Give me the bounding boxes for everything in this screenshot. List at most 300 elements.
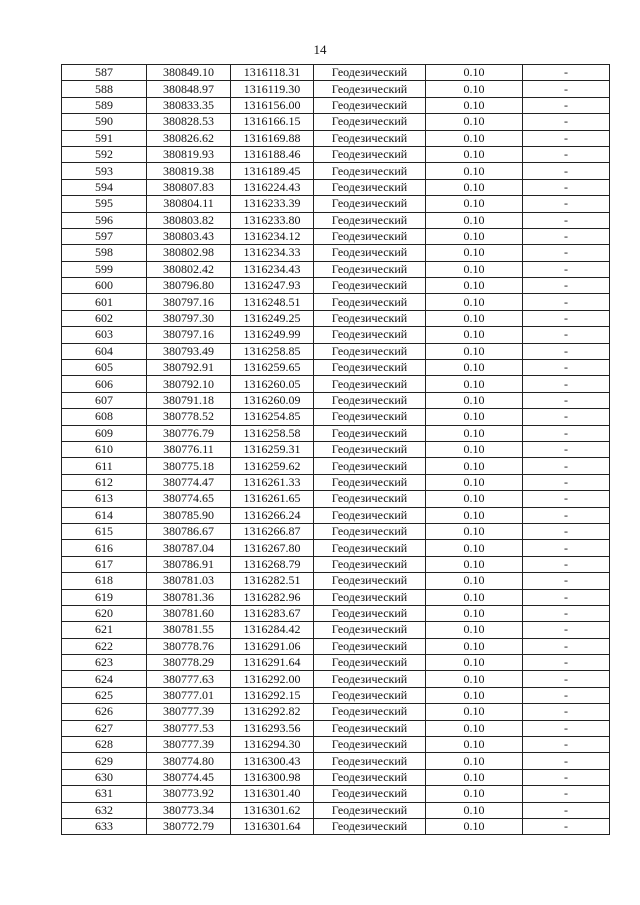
y-coordinate-cell: 1316247.93 (231, 278, 314, 294)
precision-cell: 0.10 (426, 114, 523, 130)
point-number-cell: 598 (62, 245, 147, 261)
method-cell: Геодезический (314, 97, 426, 113)
point-number-cell: 587 (62, 65, 147, 81)
precision-cell: 0.10 (426, 540, 523, 556)
precision-cell: 0.10 (426, 212, 523, 228)
point-number-cell: 613 (62, 491, 147, 507)
table-row (62, 212, 610, 228)
table-row (62, 802, 610, 818)
description-cell: - (523, 310, 610, 326)
point-number-cell: 597 (62, 228, 147, 244)
method-cell: Геодезический (314, 622, 426, 638)
table-row (62, 818, 610, 834)
precision-cell: 0.10 (426, 687, 523, 703)
y-coordinate-cell: 1316266.87 (231, 523, 314, 539)
method-cell: Геодезический (314, 507, 426, 523)
y-coordinate-cell: 1316166.15 (231, 114, 314, 130)
x-coordinate-cell: 380791.18 (147, 392, 231, 408)
description-cell: - (523, 130, 610, 146)
x-coordinate-cell: 380787.04 (147, 540, 231, 556)
table-row (62, 474, 610, 490)
y-coordinate-cell: 1316283.67 (231, 605, 314, 621)
point-number-cell: 616 (62, 540, 147, 556)
precision-cell: 0.10 (426, 474, 523, 490)
method-cell: Геодезический (314, 196, 426, 212)
x-coordinate-cell: 380849.10 (147, 65, 231, 81)
point-number-cell: 601 (62, 294, 147, 310)
precision-cell: 0.10 (426, 261, 523, 277)
point-number-cell: 610 (62, 441, 147, 457)
precision-cell: 0.10 (426, 786, 523, 802)
y-coordinate-cell: 1316224.43 (231, 179, 314, 195)
x-coordinate-cell: 380833.35 (147, 97, 231, 113)
x-coordinate-cell: 380773.92 (147, 786, 231, 802)
precision-cell: 0.10 (426, 605, 523, 621)
description-cell: - (523, 458, 610, 474)
method-cell: Геодезический (314, 146, 426, 162)
precision-cell: 0.10 (426, 704, 523, 720)
y-coordinate-cell: 1316301.64 (231, 818, 314, 834)
x-coordinate-cell: 380778.52 (147, 409, 231, 425)
y-coordinate-cell: 1316233.39 (231, 196, 314, 212)
table-row (62, 343, 610, 359)
table-row (62, 196, 610, 212)
method-cell: Геодезический (314, 671, 426, 687)
x-coordinate-cell: 380797.30 (147, 310, 231, 326)
point-number-cell: 588 (62, 81, 147, 97)
precision-cell: 0.10 (426, 523, 523, 539)
method-cell: Геодезический (314, 343, 426, 359)
description-cell: - (523, 163, 610, 179)
y-coordinate-cell: 1316119.30 (231, 81, 314, 97)
point-number-cell: 615 (62, 523, 147, 539)
precision-cell: 0.10 (426, 81, 523, 97)
table-row (62, 376, 610, 392)
y-coordinate-cell: 1316294.30 (231, 737, 314, 753)
point-number-cell: 623 (62, 655, 147, 671)
method-cell: Геодезический (314, 802, 426, 818)
method-cell: Геодезический (314, 573, 426, 589)
y-coordinate-cell: 1316258.85 (231, 343, 314, 359)
method-cell: Геодезический (314, 753, 426, 769)
table-row (62, 769, 610, 785)
page-number: 14 (313, 42, 327, 57)
description-cell: - (523, 343, 610, 359)
x-coordinate-cell: 380848.97 (147, 81, 231, 97)
point-number-cell: 632 (62, 802, 147, 818)
x-coordinate-cell: 380803.43 (147, 228, 231, 244)
table-row (62, 425, 610, 441)
x-coordinate-cell: 380772.79 (147, 818, 231, 834)
x-coordinate-cell: 380774.47 (147, 474, 231, 490)
x-coordinate-cell: 380777.53 (147, 720, 231, 736)
description-cell: - (523, 294, 610, 310)
method-cell: Геодезический (314, 769, 426, 785)
table-row (62, 228, 610, 244)
x-coordinate-cell: 380776.11 (147, 441, 231, 457)
y-coordinate-cell: 1316118.31 (231, 65, 314, 81)
description-cell: - (523, 540, 610, 556)
y-coordinate-cell: 1316234.33 (231, 245, 314, 261)
precision-cell: 0.10 (426, 392, 523, 408)
y-coordinate-cell: 1316234.12 (231, 228, 314, 244)
precision-cell: 0.10 (426, 737, 523, 753)
method-cell: Геодезический (314, 589, 426, 605)
y-coordinate-cell: 1316260.05 (231, 376, 314, 392)
point-number-cell: 608 (62, 409, 147, 425)
description-cell: - (523, 753, 610, 769)
y-coordinate-cell: 1316291.64 (231, 655, 314, 671)
method-cell: Геодезический (314, 523, 426, 539)
method-cell: Геодезический (314, 245, 426, 261)
y-coordinate-cell: 1316268.79 (231, 556, 314, 572)
description-cell: - (523, 261, 610, 277)
precision-cell: 0.10 (426, 327, 523, 343)
method-cell: Геодезический (314, 376, 426, 392)
x-coordinate-cell: 380781.55 (147, 622, 231, 638)
method-cell: Геодезический (314, 228, 426, 244)
table-row (62, 130, 610, 146)
y-coordinate-cell: 1316156.00 (231, 97, 314, 113)
precision-cell: 0.10 (426, 655, 523, 671)
point-number-cell: 591 (62, 130, 147, 146)
y-coordinate-cell: 1316258.58 (231, 425, 314, 441)
description-cell: - (523, 376, 610, 392)
description-cell: - (523, 491, 610, 507)
y-coordinate-cell: 1316261.33 (231, 474, 314, 490)
method-cell: Геодезический (314, 179, 426, 195)
method-cell: Геодезический (314, 261, 426, 277)
precision-cell: 0.10 (426, 278, 523, 294)
table-row (62, 556, 610, 572)
precision-cell: 0.10 (426, 671, 523, 687)
y-coordinate-cell: 1316282.96 (231, 589, 314, 605)
table-row (62, 638, 610, 654)
table-row (62, 65, 610, 81)
table-row (62, 179, 610, 195)
method-cell: Геодезический (314, 294, 426, 310)
x-coordinate-cell: 380777.63 (147, 671, 231, 687)
point-number-cell: 604 (62, 343, 147, 359)
description-cell: - (523, 360, 610, 376)
table-row (62, 720, 610, 736)
table-row (62, 622, 610, 638)
precision-cell: 0.10 (426, 638, 523, 654)
description-cell: - (523, 146, 610, 162)
method-cell: Геодезический (314, 310, 426, 326)
description-cell: - (523, 441, 610, 457)
table-row (62, 310, 610, 326)
table-row (62, 671, 610, 687)
point-number-cell: 628 (62, 737, 147, 753)
y-coordinate-cell: 1316284.42 (231, 622, 314, 638)
point-number-cell: 603 (62, 327, 147, 343)
x-coordinate-cell: 380778.76 (147, 638, 231, 654)
description-cell: - (523, 97, 610, 113)
x-coordinate-cell: 380775.18 (147, 458, 231, 474)
description-cell: - (523, 196, 610, 212)
method-cell: Геодезический (314, 687, 426, 703)
method-cell: Геодезический (314, 737, 426, 753)
precision-cell: 0.10 (426, 146, 523, 162)
x-coordinate-cell: 380819.38 (147, 163, 231, 179)
x-coordinate-cell: 380774.45 (147, 769, 231, 785)
method-cell: Геодезический (314, 65, 426, 81)
y-coordinate-cell: 1316267.80 (231, 540, 314, 556)
y-coordinate-cell: 1316249.25 (231, 310, 314, 326)
method-cell: Геодезический (314, 163, 426, 179)
precision-cell: 0.10 (426, 97, 523, 113)
y-coordinate-cell: 1316249.99 (231, 327, 314, 343)
description-cell: - (523, 655, 610, 671)
table-row (62, 278, 610, 294)
description-cell: - (523, 278, 610, 294)
point-number-cell: 629 (62, 753, 147, 769)
coordinates-table-body (62, 65, 610, 835)
x-coordinate-cell: 380777.01 (147, 687, 231, 703)
x-coordinate-cell: 380803.82 (147, 212, 231, 228)
table-row (62, 491, 610, 507)
table-row (62, 81, 610, 97)
method-cell: Геодезический (314, 458, 426, 474)
y-coordinate-cell: 1316292.15 (231, 687, 314, 703)
method-cell: Геодезический (314, 441, 426, 457)
precision-cell: 0.10 (426, 409, 523, 425)
y-coordinate-cell: 1316259.65 (231, 360, 314, 376)
table-row (62, 327, 610, 343)
x-coordinate-cell: 380781.60 (147, 605, 231, 621)
y-coordinate-cell: 1316300.98 (231, 769, 314, 785)
point-number-cell: 590 (62, 114, 147, 130)
coordinates-table (61, 64, 610, 835)
description-cell: - (523, 786, 610, 802)
precision-cell: 0.10 (426, 769, 523, 785)
x-coordinate-cell: 380785.90 (147, 507, 231, 523)
x-coordinate-cell: 380786.91 (147, 556, 231, 572)
method-cell: Геодезический (314, 425, 426, 441)
table-row (62, 540, 610, 556)
point-number-cell: 631 (62, 786, 147, 802)
point-number-cell: 606 (62, 376, 147, 392)
table-row (62, 605, 610, 621)
description-cell: - (523, 212, 610, 228)
description-cell: - (523, 556, 610, 572)
point-number-cell: 592 (62, 146, 147, 162)
description-cell: - (523, 81, 610, 97)
x-coordinate-cell: 380797.16 (147, 327, 231, 343)
x-coordinate-cell: 380776.79 (147, 425, 231, 441)
table-row (62, 97, 610, 113)
x-coordinate-cell: 380781.03 (147, 573, 231, 589)
y-coordinate-cell: 1316300.43 (231, 753, 314, 769)
method-cell: Геодезический (314, 818, 426, 834)
description-cell: - (523, 474, 610, 490)
method-cell: Геодезический (314, 278, 426, 294)
x-coordinate-cell: 380804.11 (147, 196, 231, 212)
y-coordinate-cell: 1316282.51 (231, 573, 314, 589)
y-coordinate-cell: 1316259.31 (231, 441, 314, 457)
method-cell: Геодезический (314, 655, 426, 671)
point-number-cell: 602 (62, 310, 147, 326)
x-coordinate-cell: 380802.42 (147, 261, 231, 277)
point-number-cell: 622 (62, 638, 147, 654)
precision-cell: 0.10 (426, 720, 523, 736)
precision-cell: 0.10 (426, 310, 523, 326)
table-row (62, 589, 610, 605)
description-cell: - (523, 523, 610, 539)
point-number-cell: 619 (62, 589, 147, 605)
description-cell: - (523, 622, 610, 638)
method-cell: Геодезический (314, 605, 426, 621)
description-cell: - (523, 409, 610, 425)
table-row (62, 786, 610, 802)
x-coordinate-cell: 380793.49 (147, 343, 231, 359)
x-coordinate-cell: 380826.62 (147, 130, 231, 146)
precision-cell: 0.10 (426, 491, 523, 507)
method-cell: Геодезический (314, 491, 426, 507)
description-cell: - (523, 392, 610, 408)
point-number-cell: 630 (62, 769, 147, 785)
point-number-cell: 618 (62, 573, 147, 589)
x-coordinate-cell: 380828.53 (147, 114, 231, 130)
y-coordinate-cell: 1316292.82 (231, 704, 314, 720)
point-number-cell: 627 (62, 720, 147, 736)
y-coordinate-cell: 1316260.09 (231, 392, 314, 408)
precision-cell: 0.10 (426, 130, 523, 146)
description-cell: - (523, 638, 610, 654)
y-coordinate-cell: 1316188.46 (231, 146, 314, 162)
method-cell: Геодезический (314, 409, 426, 425)
table-row (62, 737, 610, 753)
x-coordinate-cell: 380792.10 (147, 376, 231, 392)
x-coordinate-cell: 380774.65 (147, 491, 231, 507)
point-number-cell: 607 (62, 392, 147, 408)
table-row (62, 507, 610, 523)
precision-cell: 0.10 (426, 441, 523, 457)
precision-cell: 0.10 (426, 343, 523, 359)
table-row (62, 753, 610, 769)
point-number-cell: 593 (62, 163, 147, 179)
method-cell: Геодезический (314, 392, 426, 408)
precision-cell: 0.10 (426, 196, 523, 212)
method-cell: Геодезический (314, 786, 426, 802)
table-row (62, 458, 610, 474)
description-cell: - (523, 507, 610, 523)
point-number-cell: 611 (62, 458, 147, 474)
precision-cell: 0.10 (426, 507, 523, 523)
x-coordinate-cell: 380777.39 (147, 704, 231, 720)
table-row (62, 441, 610, 457)
x-coordinate-cell: 380778.29 (147, 655, 231, 671)
y-coordinate-cell: 1316248.51 (231, 294, 314, 310)
point-number-cell: 620 (62, 605, 147, 621)
precision-cell: 0.10 (426, 573, 523, 589)
y-coordinate-cell: 1316301.62 (231, 802, 314, 818)
table-row (62, 163, 610, 179)
precision-cell: 0.10 (426, 245, 523, 261)
precision-cell: 0.10 (426, 425, 523, 441)
precision-cell: 0.10 (426, 294, 523, 310)
table-row (62, 523, 610, 539)
table-row (62, 409, 610, 425)
method-cell: Геодезический (314, 81, 426, 97)
method-cell: Геодезический (314, 704, 426, 720)
point-number-cell: 614 (62, 507, 147, 523)
y-coordinate-cell: 1316292.00 (231, 671, 314, 687)
description-cell: - (523, 671, 610, 687)
method-cell: Геодезический (314, 114, 426, 130)
description-cell: - (523, 114, 610, 130)
point-number-cell: 600 (62, 278, 147, 294)
description-cell: - (523, 65, 610, 81)
table-row (62, 114, 610, 130)
precision-cell: 0.10 (426, 818, 523, 834)
precision-cell: 0.10 (426, 802, 523, 818)
precision-cell: 0.10 (426, 458, 523, 474)
point-number-cell: 626 (62, 704, 147, 720)
point-number-cell: 596 (62, 212, 147, 228)
table-row (62, 245, 610, 261)
point-number-cell: 594 (62, 179, 147, 195)
description-cell: - (523, 573, 610, 589)
y-coordinate-cell: 1316234.43 (231, 261, 314, 277)
table-row (62, 146, 610, 162)
precision-cell: 0.10 (426, 163, 523, 179)
x-coordinate-cell: 380802.98 (147, 245, 231, 261)
description-cell: - (523, 589, 610, 605)
method-cell: Геодезический (314, 130, 426, 146)
method-cell: Геодезический (314, 360, 426, 376)
description-cell: - (523, 802, 610, 818)
x-coordinate-cell: 380774.80 (147, 753, 231, 769)
method-cell: Геодезический (314, 638, 426, 654)
table-row (62, 261, 610, 277)
precision-cell: 0.10 (426, 179, 523, 195)
y-coordinate-cell: 1316169.88 (231, 130, 314, 146)
point-number-cell: 599 (62, 261, 147, 277)
table-row (62, 392, 610, 408)
x-coordinate-cell: 380786.67 (147, 523, 231, 539)
x-coordinate-cell: 380796.80 (147, 278, 231, 294)
description-cell: - (523, 737, 610, 753)
description-cell: - (523, 425, 610, 441)
description-cell: - (523, 704, 610, 720)
point-number-cell: 612 (62, 474, 147, 490)
point-number-cell: 621 (62, 622, 147, 638)
precision-cell: 0.10 (426, 589, 523, 605)
x-coordinate-cell: 380797.16 (147, 294, 231, 310)
x-coordinate-cell: 380807.83 (147, 179, 231, 195)
y-coordinate-cell: 1316261.65 (231, 491, 314, 507)
x-coordinate-cell: 380792.91 (147, 360, 231, 376)
method-cell: Геодезический (314, 474, 426, 490)
point-number-cell: 605 (62, 360, 147, 376)
point-number-cell: 624 (62, 671, 147, 687)
point-number-cell: 609 (62, 425, 147, 441)
description-cell: - (523, 687, 610, 703)
precision-cell: 0.10 (426, 65, 523, 81)
y-coordinate-cell: 1316266.24 (231, 507, 314, 523)
point-number-cell: 589 (62, 97, 147, 113)
method-cell: Геодезический (314, 540, 426, 556)
description-cell: - (523, 818, 610, 834)
method-cell: Геодезический (314, 720, 426, 736)
table-row (62, 655, 610, 671)
description-cell: - (523, 605, 610, 621)
table-row (62, 573, 610, 589)
method-cell: Геодезический (314, 556, 426, 572)
table-row (62, 704, 610, 720)
